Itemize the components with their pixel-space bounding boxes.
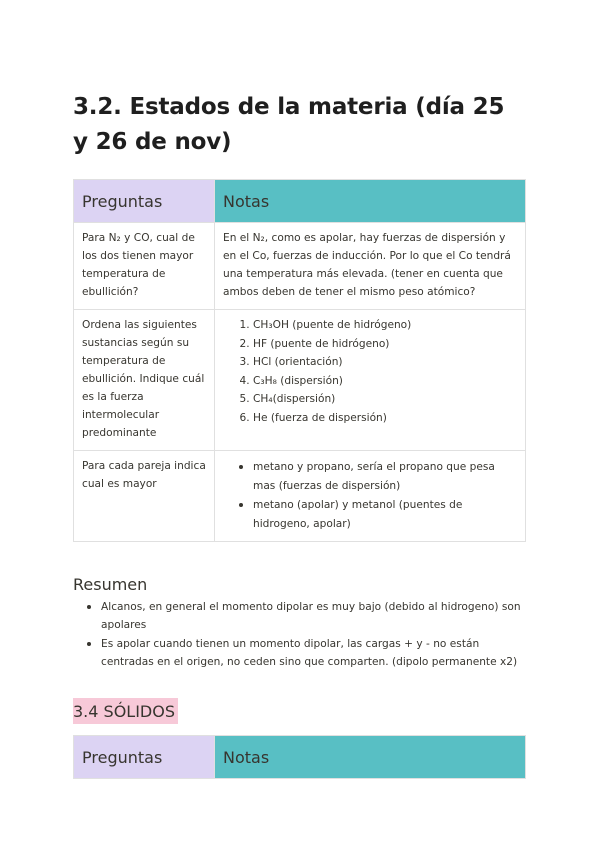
- column-header-notes: Notas: [215, 736, 526, 779]
- table-header-row: [74, 736, 526, 779]
- table-row: [74, 310, 526, 451]
- table-header-row: [74, 180, 526, 223]
- document-page: [73, 90, 526, 779]
- bullet-list: [223, 457, 517, 533]
- column-header-questions: Preguntas: [74, 180, 215, 223]
- question-cell: Para cada pareja indica cual es mayor: [74, 451, 215, 542]
- note-cell: En el N₂, como es apolar, hay fuerzas de dispersión y en el Co, fuerzas de inducción. Por lo que el Co tendrá una temperatura más elevada. (tener en cuenta que ambos deben de tener el mismo peso atómico?: [215, 223, 526, 310]
- list-item: • metano y propano, sería el propano que pesa mas (fuerzas de dispersión): [253, 457, 517, 495]
- note-cell: [215, 451, 526, 542]
- question-cell: Ordena las siguientes sustancias según su temperatura de ebullición. Indique cuál es la fuerza intermolecular predominante: [74, 310, 215, 451]
- list-item: 3. HCl (orientación): [253, 353, 517, 372]
- table-row: [74, 451, 526, 542]
- note-cell: [215, 310, 526, 451]
- list-item: 1. CH₃OH (puente de hidrógeno): [253, 316, 517, 335]
- summary-list: [73, 597, 526, 671]
- cornell-table-2: [73, 735, 526, 779]
- list-item: 4. C₃H₈ (dispersión): [253, 372, 517, 391]
- page-title: 3.2. Estados de la materia (día 25 y 26 de nov): [73, 94, 505, 155]
- column-header-notes: Notas: [215, 180, 526, 223]
- cornell-table: [73, 179, 526, 542]
- list-item: • Es apolar cuando tienen un momento dipolar, las cargas + y - no están centradas en el origen, no ceden sino que comparten. (dipolo permanente x2): [101, 634, 526, 671]
- column-header-questions: Preguntas: [74, 736, 215, 779]
- list-item: • Alcanos, en general el momento dipolar es muy bajo (debido al hidrogeno) son apolares: [101, 597, 526, 634]
- numbered-list: [223, 316, 517, 428]
- list-item: 5. CH₄(dispersión): [253, 390, 517, 409]
- list-item: 2. HF (puente de hidrógeno): [253, 335, 517, 354]
- summary-heading: Resumen: [73, 575, 148, 595]
- list-item: • metano (apolar) y metanol (puentes de hidrogeno, apolar): [253, 495, 517, 533]
- question-cell: Para N₂ y CO, cual de los dos tienen mayor temperatura de ebullición?: [74, 223, 215, 310]
- table-row: [74, 223, 526, 310]
- list-item: 6. He (fuerza de dispersión): [253, 409, 517, 428]
- section-title-highlight: 3.4 SÓLIDOS: [73, 698, 178, 724]
